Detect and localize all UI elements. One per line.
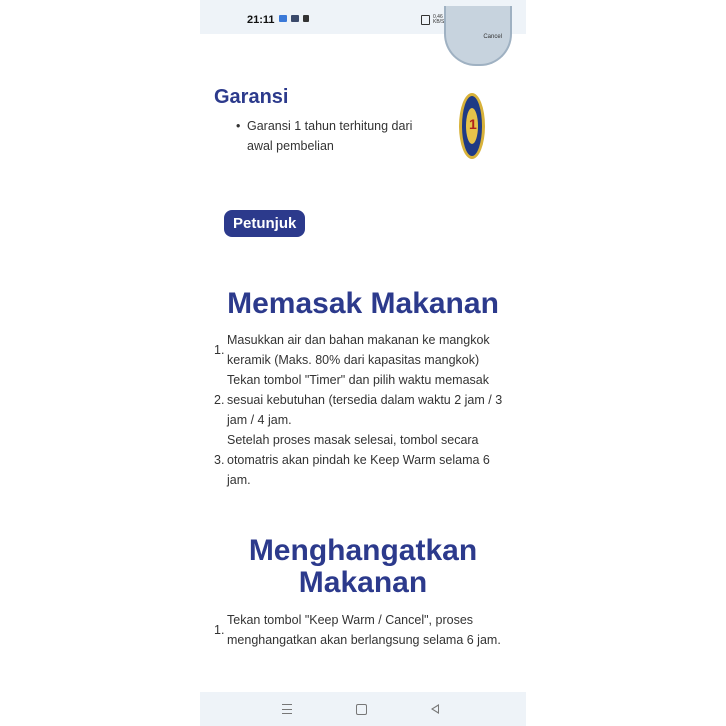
garansi-item: • Garansi 1 tahun terhitung dari awal pembelian	[236, 116, 436, 156]
step-number: 2.	[214, 393, 225, 407]
step-text: Setelah proses masak selesai, tombol secara otomatris akan pindah ke Keep Warm selama 6 jam.	[227, 433, 490, 487]
mail-icon	[291, 15, 299, 22]
menghangatkan-heading	[200, 535, 526, 599]
app-notification-icon	[279, 15, 287, 22]
nfc-icon	[421, 15, 430, 25]
back-icon[interactable]	[431, 701, 439, 714]
menu-icon[interactable]	[282, 701, 292, 714]
phone-screen	[200, 0, 526, 726]
badge-number: 1	[469, 116, 477, 132]
status-time: 21:11	[247, 14, 275, 26]
step-number: 3.	[214, 453, 225, 467]
garansi-title: Garansi	[214, 86, 289, 108]
step-text: Tekan tombol "Timer" dan pilih waktu memasak sesuai kebutuhan (tersedia dalam waktu 2 jam / 3 jam / 4 jam.	[227, 373, 503, 427]
home-icon[interactable]	[356, 701, 367, 715]
step-text: Tekan tombol "Keep Warm / Cancel", proses menghangatkan akan berlangsung selama 6 jam.	[227, 613, 501, 647]
network-speed: 0,46 KB/S	[433, 13, 445, 25]
cancel-label: Cancel	[483, 34, 502, 40]
step-item	[214, 370, 514, 430]
menghangatkan-steps	[214, 610, 514, 650]
menghangatkan-heading-line1: Menghangatkan	[248, 534, 478, 567]
menghangatkan-heading-line2: Makanan	[298, 566, 428, 599]
memasak-steps	[214, 330, 514, 490]
step-number: 1.	[214, 623, 225, 637]
navigation-bar	[200, 692, 526, 726]
step-item	[214, 430, 514, 490]
step-item	[214, 610, 514, 650]
garansi-list	[236, 116, 436, 156]
step-text: Masukkan air dan bahan makanan ke mangkok keramik (Maks. 80% dari kapasitas mangkok)	[227, 333, 490, 367]
memasak-heading: Memasak Makanan	[227, 287, 499, 320]
step-number: 1.	[214, 343, 225, 357]
petunjuk-tag: Petunjuk	[224, 210, 305, 237]
step-item	[214, 330, 514, 370]
guarantee-badge-icon	[459, 93, 485, 159]
bird-icon	[303, 15, 309, 22]
product-image	[444, 6, 512, 66]
notification-icons	[279, 15, 309, 22]
